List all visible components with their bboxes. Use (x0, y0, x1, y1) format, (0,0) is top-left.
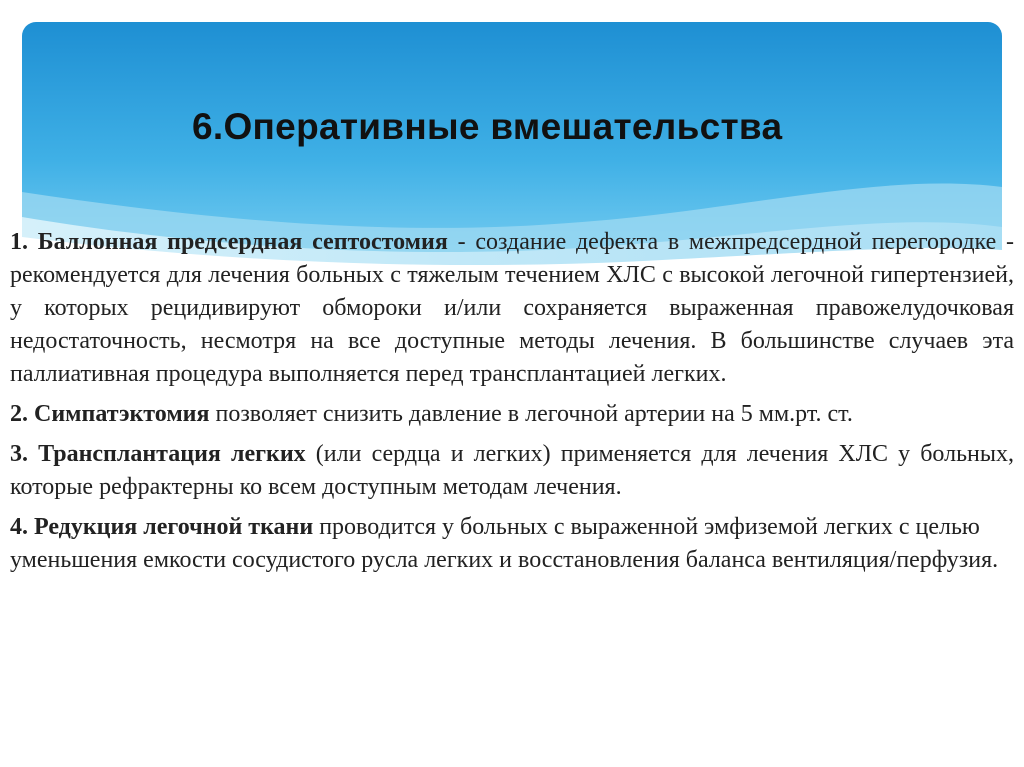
list-item (10, 511, 1014, 577)
item-text: позволяет снизить давление в легочной артерии на 5 мм.рт. ст. (209, 401, 853, 427)
slide-title: 6.Оперативные вмешательства (192, 106, 783, 147)
content-body (10, 226, 1014, 584)
item-text: - создание дефекта в межпредсердной перегородке - рекомендуется для лечения больных с тяжелым течением ХЛС с высокой легочной гипертензией, у которых рецидивируют обмороки и/или сохраняется выраженная правожелудочковая недостаточность, несмотря на все доступные методы лечения. В большинстве случаев эта паллиативная процедура выполняется перед трансплантацией легких. (10, 229, 1015, 387)
item-term: 4. Редукция легочной ткани (10, 514, 314, 540)
item-text: (или сердца и легких) применяется для лечения ХЛС у больных, которые рефрактерны ко всем доступным методам лечения. (10, 441, 1014, 500)
item-term: 2. Симпатэктомия (10, 401, 210, 427)
list-item (10, 438, 1014, 504)
list-item (10, 226, 1014, 391)
list-item (10, 398, 1014, 431)
item-term: 3. Трансплантация легких (10, 441, 306, 467)
item-text: проводится у больных с выраженной эмфиземой легких с целью уменьшения емкости сосудистого русла легких и восстановления баланса вентиляция/перфузия. (10, 514, 999, 573)
item-term: 1. Баллонная предсердная септостомия (10, 229, 448, 255)
